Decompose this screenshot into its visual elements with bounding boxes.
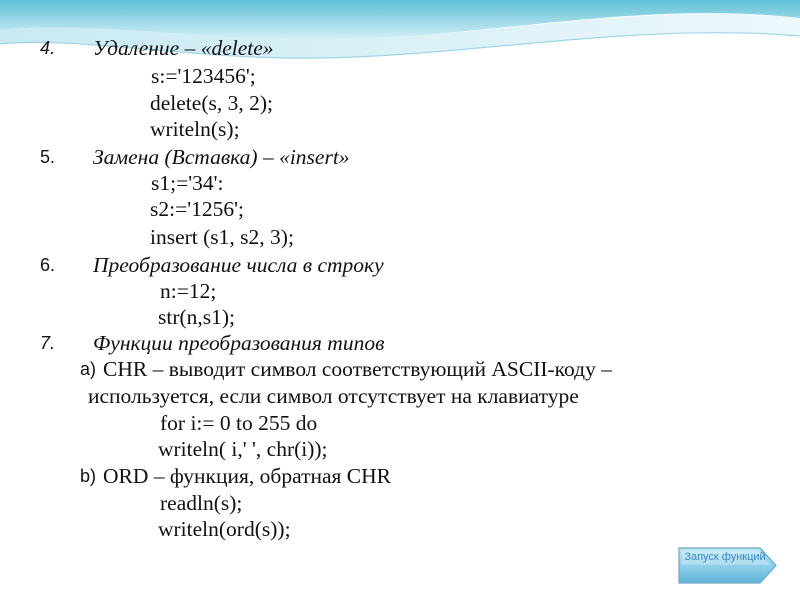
code-line: writeln( i,' ', chr(i));: [158, 437, 328, 461]
code-line: writeln(s);: [150, 117, 240, 141]
item-number: 6.: [40, 255, 56, 275]
code-line: s:='123456';: [151, 64, 256, 88]
code-line: n:=12;: [160, 279, 217, 303]
item-title-conversions: Функции преобразования типов: [93, 331, 385, 355]
subitem-chr-text-cont: используется, если символ отсутствует на клавиатуре: [88, 384, 579, 408]
item-number: 5.: [40, 147, 56, 167]
launch-functions-label: Запуск функций: [684, 551, 766, 563]
code-line: for i:= 0 to 255 do: [160, 411, 318, 435]
code-line: delete(s, 3, 2);: [150, 91, 273, 115]
item-title-delete: Удаление – «delete»: [93, 36, 274, 60]
subitem-chr-text: CHR – выводит символ соответствующий ASCII-коду –: [103, 357, 612, 381]
subitem-marker: b): [80, 466, 97, 486]
code-line: s2:='1256';: [150, 197, 244, 221]
code-line: str(n,s1);: [158, 305, 236, 329]
item-title-str: Преобразование числа в строку: [93, 253, 384, 277]
launch-functions-button[interactable]: [676, 545, 779, 586]
item-title-insert: Замена (Вставка) – «insert»: [93, 145, 350, 169]
subitem-marker: a): [80, 359, 97, 379]
code-line: s1;='34':: [151, 171, 224, 195]
subitem-ord-text: ORD – функция, обратная CHR: [103, 464, 391, 488]
code-line: insert (s1, s2, 3);: [150, 225, 294, 249]
code-line: writeln(ord(s));: [158, 517, 291, 541]
item-number: 7.: [40, 333, 56, 353]
item-number: 4.: [40, 38, 56, 58]
code-line: readln(s);: [160, 491, 243, 515]
